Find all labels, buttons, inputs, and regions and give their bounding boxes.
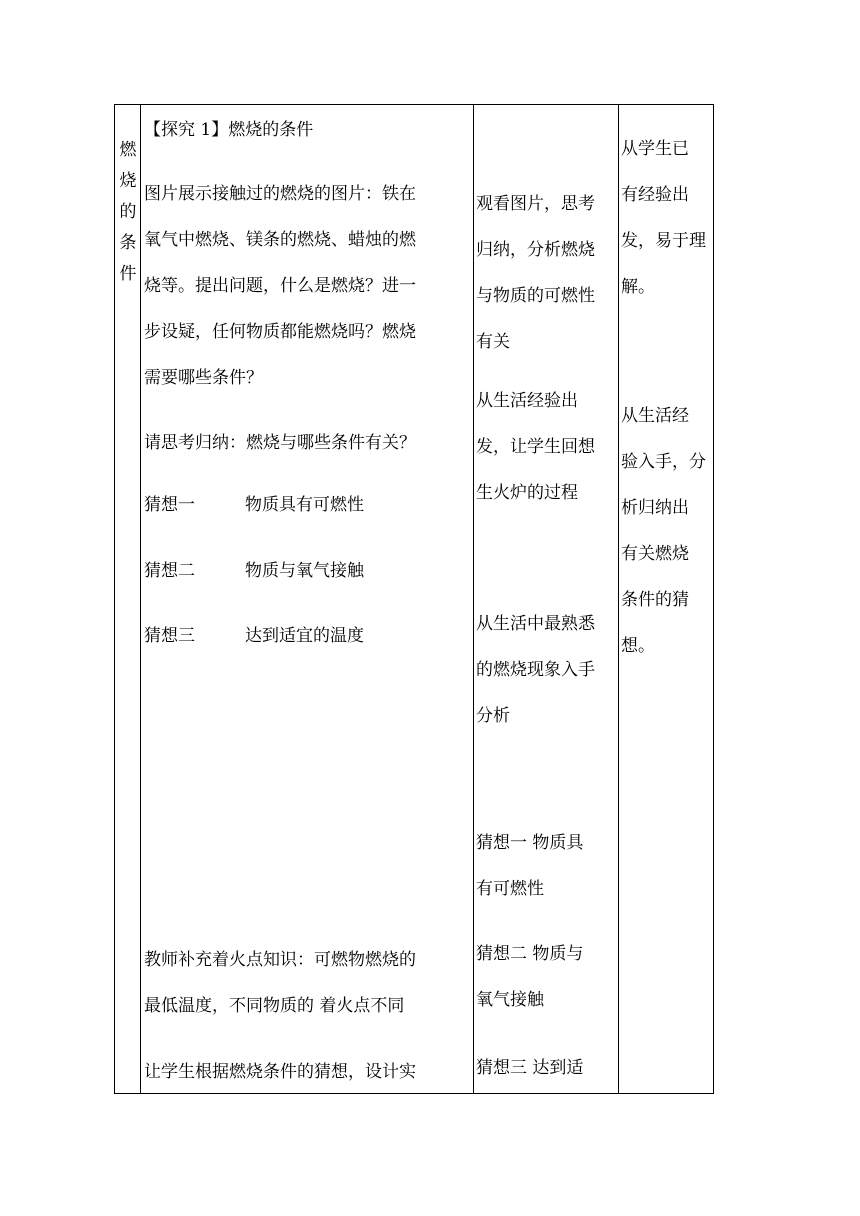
row-title-char: 条 bbox=[119, 233, 137, 253]
intent-line: 想。 bbox=[621, 636, 655, 656]
row-title-char: 的 bbox=[119, 202, 137, 222]
student-line: 发，让学生回想 bbox=[476, 437, 595, 457]
student-line: 分析 bbox=[476, 706, 510, 726]
student-line: 氧气接触 bbox=[476, 990, 544, 1010]
section-heading: 【探究 1】燃烧的条件 bbox=[144, 120, 314, 140]
intent-line: 析归纳出 bbox=[621, 498, 689, 518]
teacher-activity-column bbox=[141, 105, 474, 1093]
student-line: 有可燃性 bbox=[476, 879, 544, 899]
intent-line: 从生活经 bbox=[621, 406, 689, 426]
guess-text: 物质具有可燃性 bbox=[245, 495, 364, 515]
guess-label: 猜想一 bbox=[144, 495, 195, 515]
row-title-char: 烧 bbox=[119, 171, 137, 191]
student-line: 与物质的可燃性 bbox=[476, 286, 595, 306]
guess-text: 物质与氧气接触 bbox=[245, 561, 364, 581]
row-title bbox=[118, 135, 138, 290]
design-intent-column bbox=[619, 105, 715, 1093]
lesson-table bbox=[114, 104, 714, 1094]
student-line: 猜想三 达到适 bbox=[476, 1058, 584, 1078]
guess-label: 猜想三 bbox=[144, 626, 195, 646]
intent-line: 条件的猜 bbox=[621, 590, 689, 610]
design-line: 让学生根据燃烧条件的猜想，设计实 bbox=[144, 1062, 416, 1082]
student-line: 的燃烧现象入手 bbox=[476, 660, 595, 680]
student-line: 从生活经验出 bbox=[476, 391, 578, 411]
topic-column bbox=[115, 105, 141, 1093]
question-line: 请思考归纳：燃烧与哪些条件有关？ bbox=[144, 433, 416, 453]
student-line: 归纳，分析燃烧 bbox=[476, 240, 595, 260]
intro-line: 需要哪些条件？ bbox=[144, 368, 263, 388]
student-line: 有关 bbox=[476, 332, 510, 352]
guess-label: 猜想二 bbox=[144, 561, 195, 581]
student-line: 从生活中最熟悉 bbox=[476, 614, 595, 634]
student-line: 生火炉的过程 bbox=[476, 483, 578, 503]
student-line: 猜想一 物质具 bbox=[476, 833, 584, 853]
intro-line: 图片展示接触过的燃烧的图片：铁在 bbox=[144, 184, 416, 204]
guess-line bbox=[144, 613, 364, 659]
student-line: 观看图片，思考 bbox=[476, 194, 595, 214]
intent-line: 解。 bbox=[621, 277, 655, 297]
intent-line: 发，易于理 bbox=[621, 231, 706, 251]
intent-line: 有经验出 bbox=[621, 185, 689, 205]
student-activity-column bbox=[474, 105, 619, 1093]
student-line: 猜想二 物质与 bbox=[476, 944, 584, 964]
intro-line: 烧等。提出问题，什么是燃烧？进一 bbox=[144, 276, 416, 296]
guess-line bbox=[144, 482, 364, 528]
guess-text: 达到适宜的温度 bbox=[245, 626, 364, 646]
supplement-line: 教师补充着火点知识：可燃物燃烧的 bbox=[144, 950, 416, 970]
row-title-char: 件 bbox=[119, 264, 137, 284]
supplement-line: 最低温度，不同物质的 着火点不同 bbox=[144, 996, 405, 1016]
guess-line bbox=[144, 548, 364, 594]
intent-line: 有关燃烧 bbox=[621, 544, 689, 564]
intro-line: 氧气中燃烧、镁条的燃烧、蜡烛的燃 bbox=[144, 230, 416, 250]
row-title-char: 燃 bbox=[119, 140, 137, 160]
intent-line: 从学生已 bbox=[621, 139, 689, 159]
intent-line: 验入手，分 bbox=[621, 452, 706, 472]
intro-line: 步设疑，任何物质都能燃烧吗？燃烧 bbox=[144, 322, 416, 342]
